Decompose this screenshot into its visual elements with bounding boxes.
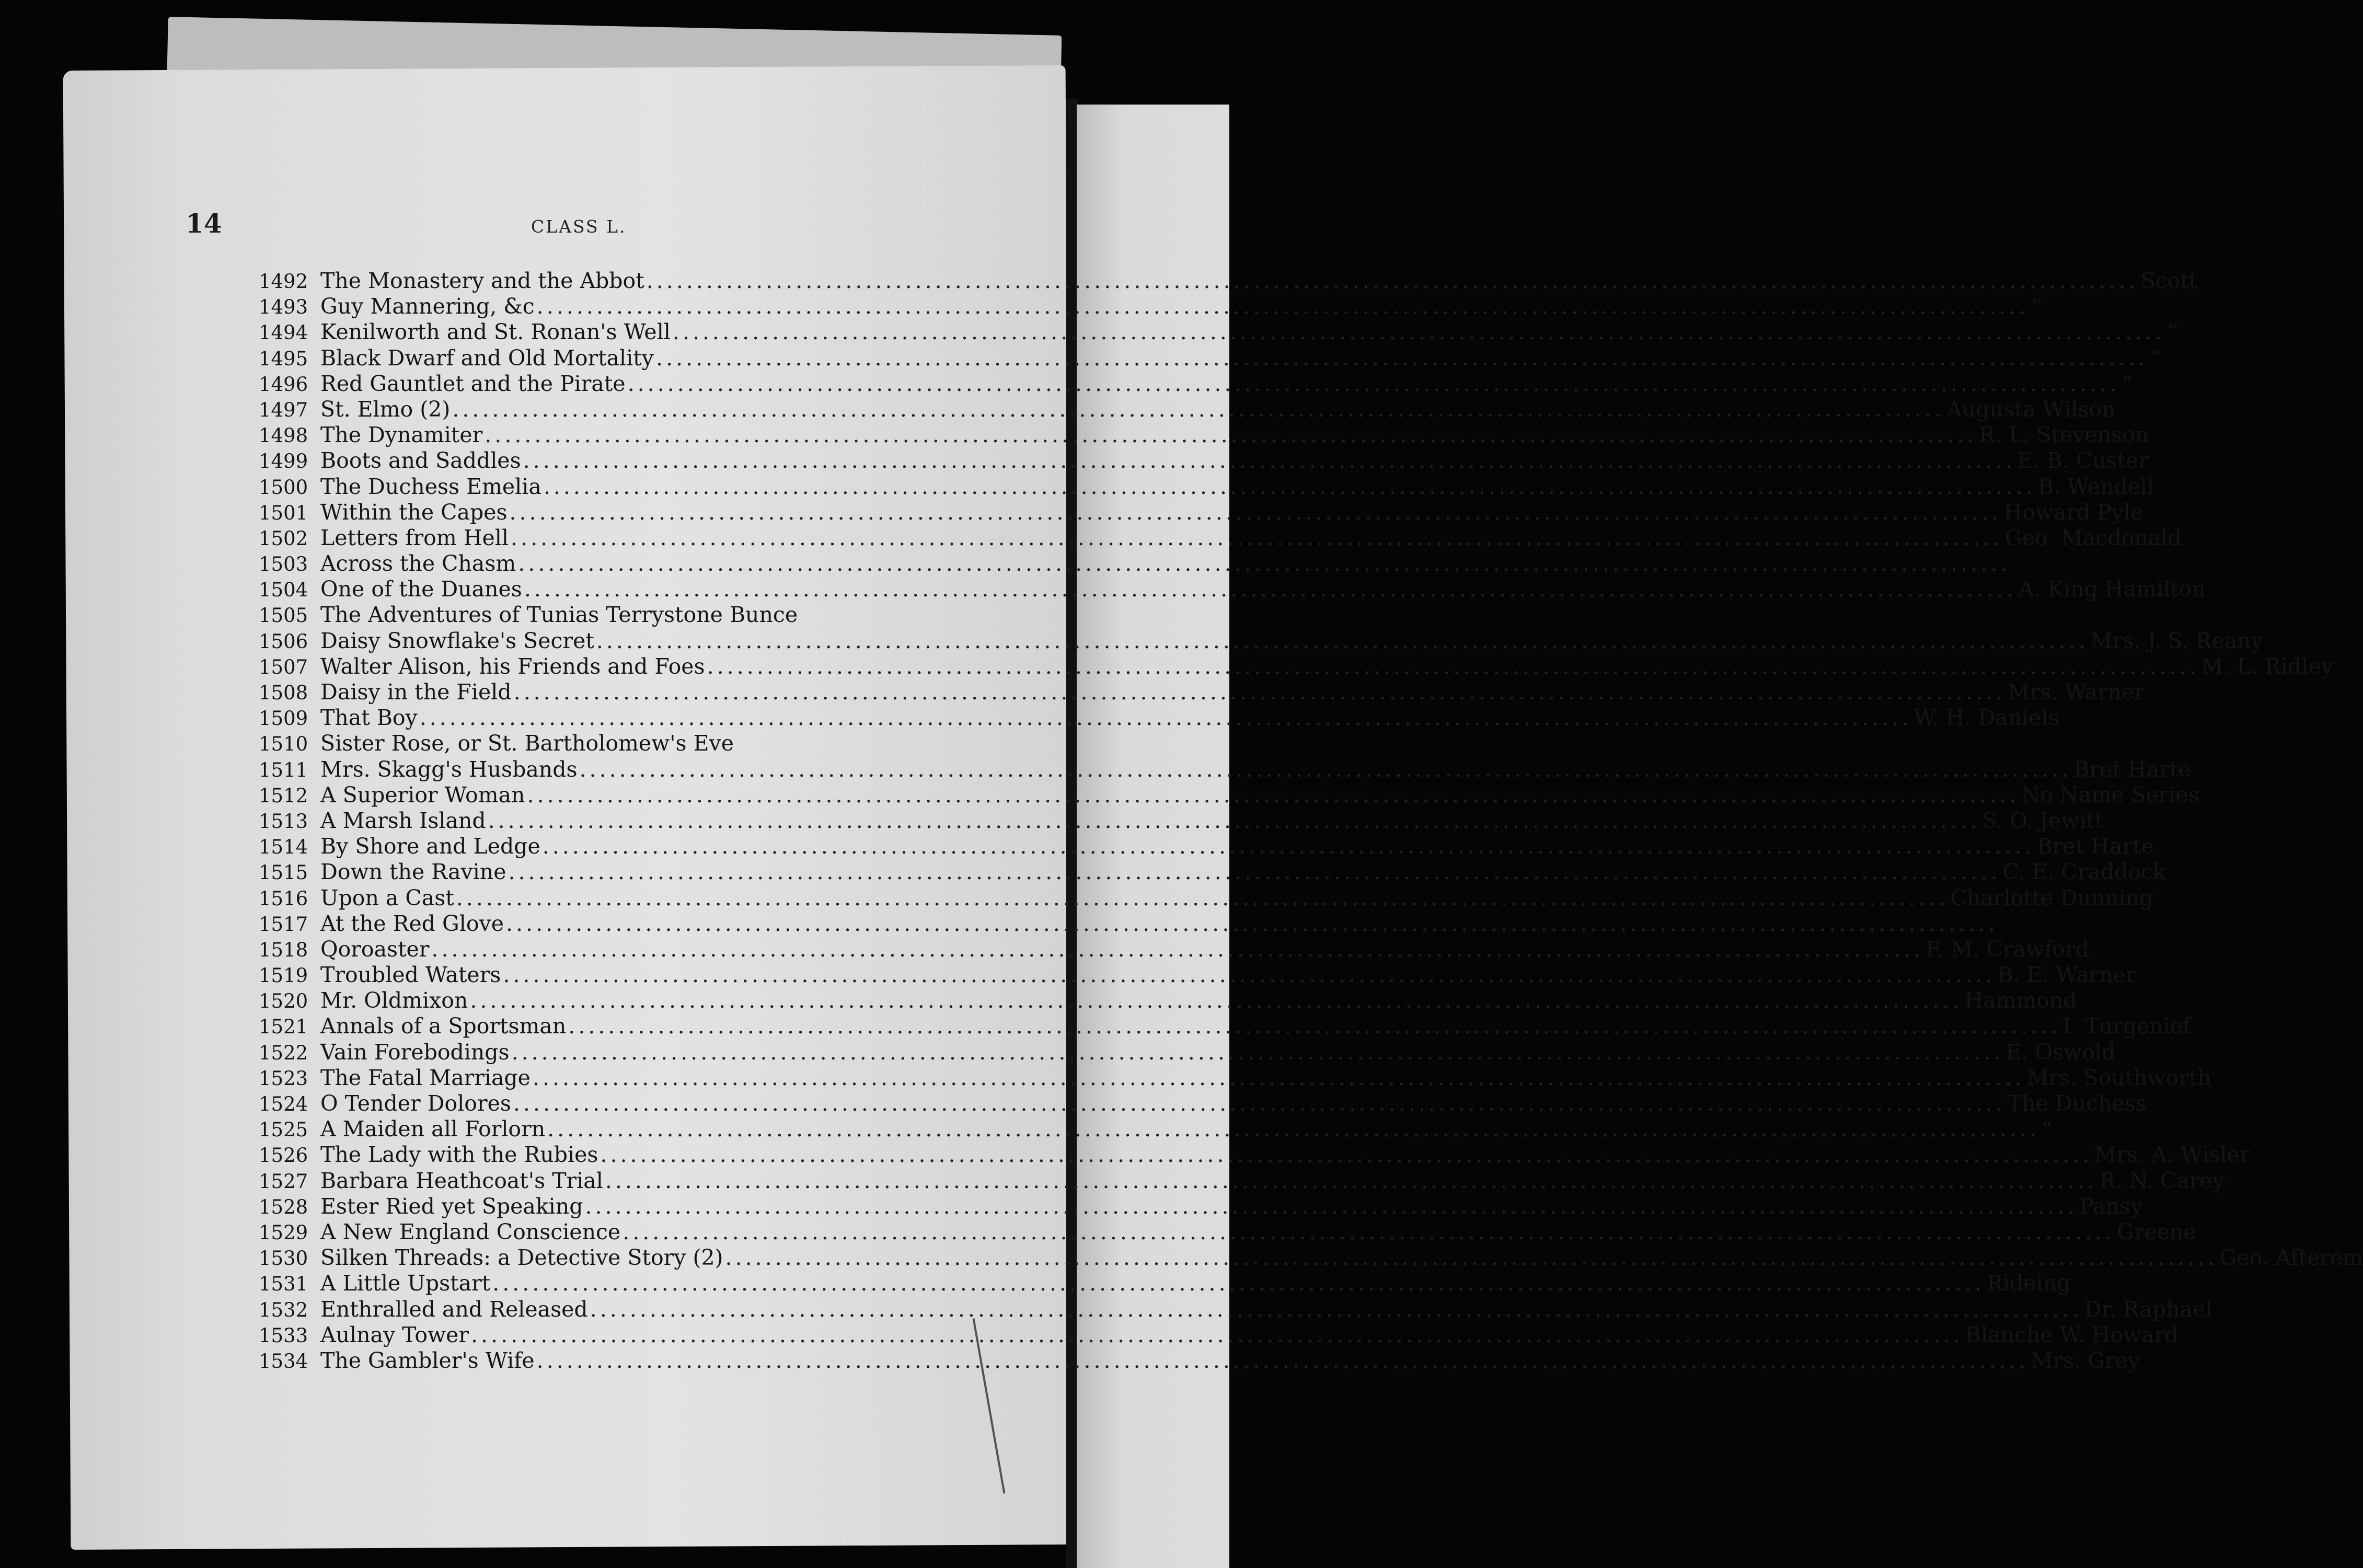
- entry-author: E. Oswold: [2005, 1039, 2116, 1065]
- dot-leader: [420, 705, 1912, 731]
- entry-number: 1528: [259, 1195, 308, 1218]
- catalog-entry: [259, 859, 2166, 885]
- entry-author: M. L. Ridley: [2201, 653, 2333, 679]
- entry-title: Sister Rose, or St. Bartholomew's Eve: [320, 731, 734, 756]
- entry-number: 1499: [259, 450, 308, 473]
- entry-number: 1516: [259, 887, 308, 910]
- catalog-entry: [259, 551, 967, 577]
- catalog-entry: [259, 602, 967, 628]
- entry-author: Mrs. J. S. Reany: [2090, 628, 2263, 653]
- entry-number: 1492: [259, 270, 308, 293]
- catalog-entry: [259, 1271, 2071, 1296]
- entry-number: 1509: [259, 707, 308, 730]
- entry-author: Dr. Raphael: [2084, 1296, 2212, 1322]
- entry-author: No Name Series: [2021, 782, 2199, 808]
- entry-number: 1522: [259, 1041, 308, 1064]
- dot-leader: [673, 319, 2165, 345]
- entry-author: B. Wendell: [2037, 474, 2154, 499]
- catalog-entry: [259, 448, 2149, 474]
- dot-leader: [452, 397, 1944, 422]
- entry-author: Geo. Afterem: [2219, 1245, 2363, 1271]
- entry-author: “: [2150, 345, 2161, 371]
- entry-author: C. E. Craddock: [2002, 859, 2166, 885]
- entry-title: Vain Forebodings: [320, 1039, 510, 1065]
- entry-title: Across the Chasm: [320, 551, 516, 577]
- entry-number: 1496: [259, 373, 308, 396]
- catalog-entry: [259, 911, 967, 937]
- catalog-entry: [259, 705, 2059, 731]
- entry-number: 1498: [259, 424, 308, 447]
- entry-number: 1507: [259, 655, 308, 678]
- entry-author: Bret Harte: [2036, 834, 2154, 859]
- entry-number: 1512: [259, 784, 308, 807]
- entry-number: 1493: [259, 296, 308, 319]
- entry-author: E. B. Custer: [2017, 448, 2149, 474]
- catalog-entry-list: [259, 268, 2363, 1374]
- entry-title: Mr. Oldmixon: [320, 988, 468, 1013]
- entry-number: 1518: [259, 938, 308, 961]
- entry-author: Howard Pyle: [2003, 499, 2143, 525]
- entry-author: S. O. Jewitt: [1982, 808, 2104, 833]
- catalog-entry: [259, 782, 2199, 808]
- catalog-entry: [259, 731, 967, 756]
- catalog-entry: [259, 294, 2042, 319]
- entry-title: Silken Threads: a Detective Story (2): [320, 1245, 723, 1271]
- catalog-entry: [259, 653, 2333, 679]
- entry-number: 1501: [259, 501, 308, 524]
- catalog-entry: [259, 1013, 2191, 1039]
- dot-leader: [456, 885, 1949, 911]
- catalog-entry: [259, 319, 2178, 345]
- catalog-entry: [259, 988, 2077, 1013]
- entry-number: 1508: [259, 682, 308, 704]
- entry-number: 1533: [259, 1324, 308, 1347]
- dot-leader: [623, 1219, 2115, 1245]
- dot-leader: [725, 1245, 2218, 1271]
- entry-number: 1527: [259, 1170, 308, 1193]
- catalog-entry: [259, 396, 2116, 422]
- entry-number: 1534: [259, 1350, 308, 1373]
- entry-author: Augusta Wilson: [1946, 396, 2116, 422]
- catalog-entry: [259, 885, 2153, 911]
- entry-author: I. Turgenief: [2062, 1013, 2191, 1039]
- catalog-entry: [259, 936, 2089, 962]
- entry-author: “: [2122, 371, 2133, 396]
- entry-author: R. L. Stevenson: [1979, 422, 2149, 448]
- entry-title: Daisy in the Field: [320, 679, 512, 705]
- entry-title: A New England Conscience: [320, 1219, 621, 1244]
- dot-leader: [492, 1271, 1985, 1296]
- dot-leader: [707, 654, 2199, 679]
- entry-author: The Duchess: [2007, 1091, 2147, 1116]
- catalog-entry: [259, 268, 2198, 294]
- catalog-entry: [259, 371, 2133, 397]
- entry-title: Enthralled and Released: [320, 1296, 588, 1322]
- entry-number: 1531: [259, 1273, 308, 1296]
- entry-title: Kenilworth and St. Ronan's Well: [320, 319, 671, 345]
- entry-number: 1494: [259, 321, 308, 344]
- entry-author: Rideing: [1987, 1271, 2071, 1296]
- entry-title: Walter Alison, his Friends and Foes: [320, 653, 705, 679]
- entry-title: Annals of a Sportsman: [320, 1013, 567, 1039]
- entry-number: 1503: [259, 553, 308, 576]
- catalog-entry: [259, 1347, 2140, 1374]
- dot-leader: [488, 808, 1980, 834]
- catalog-entry: [259, 1296, 2212, 1322]
- catalog-entry: [259, 808, 2104, 834]
- dot-leader: [524, 577, 2016, 602]
- entry-title: Mrs. Skagg's Husbands: [320, 756, 578, 782]
- entry-title: The Lady with the Rubies: [320, 1142, 598, 1168]
- entry-author: R. N. Carey: [2099, 1168, 2224, 1193]
- entry-title: At the Red Glove: [320, 910, 504, 936]
- catalog-entry: [259, 834, 2154, 859]
- dot-leader: [656, 345, 2148, 371]
- entry-number: 1500: [259, 476, 308, 499]
- dot-leader: [485, 422, 1977, 448]
- catalog-entry: [259, 1245, 2363, 1271]
- catalog-entry: [259, 756, 2191, 782]
- catalog-entry: [259, 1039, 2116, 1065]
- entry-author: “: [2031, 294, 2042, 319]
- entry-number: 1526: [259, 1144, 308, 1167]
- entry-title: Black Dwarf and Old Mortality: [320, 345, 654, 371]
- entry-author: Greene: [2117, 1219, 2196, 1244]
- entry-number: 1510: [259, 733, 308, 756]
- catalog-entry: [259, 422, 2149, 448]
- catalog-entry: [259, 1091, 2147, 1116]
- entry-title: Down the Ravine: [320, 859, 506, 885]
- dot-leader: [537, 294, 2029, 319]
- entry-author: Scott: [2140, 268, 2198, 293]
- dot-leader: [431, 937, 1923, 962]
- entry-title: Guy Mannering, &c: [320, 294, 535, 319]
- class-title: CLASS L.: [531, 216, 627, 237]
- dot-leader: [628, 371, 2120, 397]
- entry-title: The Monastery and the Abbot: [320, 268, 644, 293]
- entry-number: 1513: [259, 810, 308, 833]
- dot-leader: [513, 1091, 2005, 1116]
- catalog-entry: [259, 628, 2263, 654]
- entry-title: By Shore and Ledge: [320, 834, 540, 859]
- entry-number: 1520: [259, 990, 308, 1013]
- entry-number: 1525: [259, 1119, 308, 1142]
- entry-number: 1504: [259, 579, 308, 602]
- entry-title: Daisy Snowflake's Secret: [320, 628, 594, 653]
- catalog-entry: [259, 962, 2136, 988]
- entry-number: 1521: [259, 1016, 308, 1039]
- entry-number: 1515: [259, 861, 308, 884]
- entry-title: A Marsh Island: [320, 808, 486, 833]
- entry-author: Bret Harte: [2073, 756, 2191, 782]
- entry-author: Mrs. Southworth: [2026, 1065, 2211, 1090]
- catalog-entry: [259, 1116, 2053, 1142]
- catalog-entry: [259, 1193, 2143, 1219]
- entry-number: 1530: [259, 1247, 308, 1270]
- entry-title: Letters from Hell: [320, 525, 509, 550]
- entry-title: The Dynamiter: [320, 422, 483, 448]
- entry-title: Boots and Saddles: [320, 448, 521, 474]
- dot-leader: [523, 448, 2015, 474]
- dot-leader: [600, 1142, 2092, 1168]
- entry-title: Within the Capes: [320, 499, 508, 525]
- catalog-entry: [259, 1065, 2211, 1091]
- entry-title: St. Elmo (2): [320, 396, 451, 422]
- entry-number: 1517: [259, 913, 308, 936]
- entry-title: The Adventures of Tunias Terrystone Bunce: [320, 602, 798, 628]
- dot-leader: [533, 1065, 2025, 1091]
- entry-title: Qoroaster: [320, 936, 430, 962]
- entry-title: O Tender Dolores: [320, 1091, 511, 1116]
- dot-leader: [547, 1116, 2039, 1142]
- dot-leader: [510, 500, 2002, 525]
- catalog-entry: [259, 1322, 2178, 1348]
- dot-leader: [585, 1194, 2077, 1219]
- entry-author: W. H. Daniels: [1914, 705, 2059, 731]
- entry-author: A. King Hamilton: [2018, 577, 2206, 602]
- dot-leader: [568, 1013, 2060, 1039]
- entry-title: The Fatal Marriage: [320, 1065, 531, 1090]
- entry-author: Mrs. A. Wisler: [2094, 1142, 2250, 1168]
- catalog-entry: [259, 525, 2182, 551]
- catalog-entry: [259, 577, 2206, 602]
- dot-leader: [511, 525, 2003, 551]
- entry-number: 1502: [259, 527, 308, 550]
- entry-author: Hammond: [1964, 988, 2077, 1013]
- dot-leader: [590, 1297, 2082, 1322]
- entry-title: Aulnay Tower: [320, 1322, 469, 1347]
- dot-leader: [514, 679, 2006, 705]
- dot-leader: [470, 988, 1962, 1013]
- entry-title: The Duchess Emelia: [320, 474, 541, 499]
- dot-leader: [527, 782, 2019, 808]
- entry-author: Mrs. Grey: [2031, 1347, 2140, 1373]
- entry-number: 1497: [259, 398, 308, 421]
- entry-number: 1514: [259, 836, 308, 859]
- entry-author: Mrs. Warner: [2008, 679, 2145, 705]
- dot-leader: [503, 962, 1995, 988]
- entry-number: 1524: [259, 1093, 308, 1115]
- entry-author: Pansy: [2079, 1193, 2143, 1219]
- dot-leader: [508, 859, 2000, 885]
- dot-leader: [605, 1168, 2097, 1194]
- dot-leader: [506, 911, 1998, 937]
- entry-title: Ester Ried yet Speaking: [320, 1193, 583, 1219]
- entry-title: That Boy: [320, 705, 418, 731]
- page-number: 14: [186, 208, 222, 239]
- entry-title: A Little Upstart: [320, 1271, 491, 1296]
- entry-number: 1519: [259, 964, 308, 987]
- entry-number: 1506: [259, 630, 308, 653]
- entry-title: Red Gauntlet and the Pirate: [320, 371, 626, 396]
- entry-author: Blanche W. Howard: [1965, 1322, 2178, 1347]
- dot-leader: [512, 1040, 2004, 1065]
- dot-leader: [596, 628, 2089, 654]
- catalog-entry: [259, 499, 2143, 525]
- entry-title: One of the Duanes: [320, 577, 522, 602]
- entry-number: 1529: [259, 1221, 308, 1244]
- catalog-entry: [259, 1219, 2196, 1245]
- entry-author: Charlotte Dunning: [1950, 885, 2153, 910]
- dot-leader: [543, 834, 2035, 859]
- dot-leader: [537, 1348, 2029, 1374]
- dot-leader: [544, 474, 2036, 500]
- catalog-entry: [259, 345, 2161, 371]
- dot-leader: [579, 757, 2071, 782]
- dot-leader: [647, 268, 2139, 294]
- dot-leader: [518, 551, 2010, 577]
- entry-number: 1511: [259, 758, 308, 781]
- catalog-entry: [259, 1168, 2224, 1194]
- catalog-entry: [259, 474, 2154, 500]
- dot-leader: [471, 1322, 1963, 1348]
- entry-title: Troubled Waters: [320, 962, 501, 988]
- entry-author: “: [2166, 319, 2178, 345]
- catalog-entry: [259, 1142, 2250, 1168]
- entry-number: 1505: [259, 604, 308, 627]
- entry-author: B. E. Warner: [1997, 962, 2136, 988]
- entry-author: “: [2042, 1116, 2053, 1142]
- entry-number: 1523: [259, 1067, 308, 1090]
- page-header: [0, 208, 1229, 250]
- entry-author: F. M. Crawford: [1926, 936, 2089, 962]
- entry-title: Upon a Cast: [320, 885, 454, 910]
- entry-number: 1532: [259, 1298, 308, 1321]
- entry-title: A Superior Woman: [320, 782, 525, 808]
- entry-title: Barbara Heathcoat's Trial: [320, 1168, 603, 1193]
- catalog-entry: [259, 679, 2145, 705]
- entry-title: A Maiden all Forlorn: [320, 1116, 546, 1142]
- entry-title: The Gambler's Wife: [320, 1347, 535, 1373]
- entry-number: 1495: [259, 347, 308, 370]
- entry-author: Geo. Macdonald: [2004, 525, 2182, 550]
